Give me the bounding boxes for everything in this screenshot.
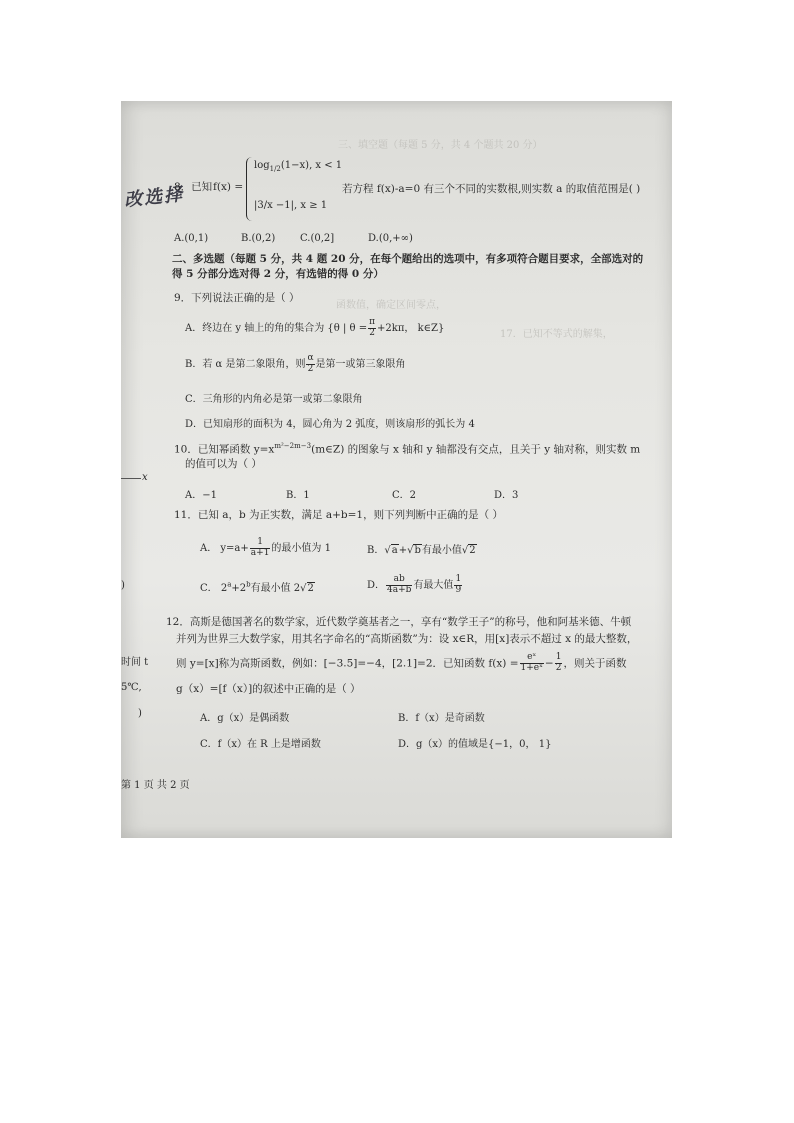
q9-stem: 9．下列说法正确的是（ ）: [174, 292, 300, 304]
q12-line-4: g（x）=[f（x）]的叙述中正确的是（ ）: [176, 683, 361, 695]
q11-option-a: A． y=a+ $\frac{1}{a+1}$ 的最小值为 1: [200, 537, 331, 558]
q11-option-b: B．√a+√b有最小值√2: [367, 545, 476, 556]
q8-option-d: D.(0,+∞): [368, 233, 413, 244]
section-2-heading: 二、多选题（每题 5 分，共 4 题 20 分，在每个题给出的选项中，有多项符合题目要求，全部选对的: [172, 253, 644, 265]
q8-stem-suffix: 若方程 f(x)-a=0 有三个不同的实数根,则实数 a 的取值范围是( ): [342, 183, 641, 195]
q12-line-2: 并列为世界三大数学家，用其名字命名的“高斯函数”为：设 x∈R，用[x]表示不超过 x 的最大整数，: [176, 633, 638, 645]
q12-option-d: D．g（x）的值域是{−1，0， 1}: [398, 739, 552, 750]
piecewise-brace: [246, 157, 253, 221]
q9-option-b: B．若 α 是第二象限角，则 $\frac{\alpha}{2}$ 是第一或第三象限角: [185, 353, 406, 374]
q10-option-d: D．3: [494, 490, 519, 501]
q8-case-2: |3/x −1|, x ≥ 1: [254, 200, 328, 211]
q9-option-c: C．三角形的内角必是第一或第二象限角: [185, 394, 363, 405]
page-footer: 第 1 页 共 2 页: [121, 780, 190, 791]
q8-case-1: $\log_{1/2}(1-x)$, x < 1: [254, 160, 343, 173]
q8-option-c: C.(0,2]: [300, 233, 335, 244]
q10-option-c: C．2: [392, 490, 417, 501]
q8-option-b: B.(0,2): [241, 233, 276, 244]
q10-option-b: B．1: [286, 490, 310, 501]
margin-time-label: 时间 t: [121, 657, 149, 668]
margin-degree-label: 5℃,: [121, 682, 142, 693]
q12-line-3: 则 y=[x]称为高斯函数，例如：[−3.5]=−4，[2.1]=2．已知函数 f(x) = $\frac{\text{eˣ}}{\text{1+eˣ}}$ − $\frac{1}{2}$ ，则关于函数: [176, 652, 627, 673]
margin-paren: ): [121, 580, 125, 591]
section-2-heading-cont: 得 5 分部分选对得 2 分，有选错的得 0 分）: [172, 268, 384, 280]
q11-stem: 11．已知 a，b 为正实数，满足 a+b=1，则下列判断中正确的是（ ）: [174, 509, 503, 521]
bleed-through-text: 三、填空题（每题 5 分，共 4 个题共 20 分）: [338, 140, 543, 151]
q10-stem-cont: 的值可以为（ ）: [185, 458, 262, 470]
margin-axis-label: x: [142, 472, 148, 483]
q12-line-1: 12．高斯是德国著名的数学家，近代数学奠基者之一，享有“数学王子”的称号，他和阿基米德、牛顿: [166, 616, 632, 628]
q10-stem: 10．已知幂函数 $y=x^{m^2-2m-3}(m\in Z)$ 的图象与 x 轴和 y 轴都没有交点，且关于 y 轴对称，则实数 m: [174, 442, 641, 456]
bleed-through-text: 函数值，确定区间零点，: [336, 300, 446, 311]
q8-prefix: 8．已知: [174, 181, 213, 193]
margin-axis-line: [121, 478, 141, 479]
q12-option-c: C．f（x）在 R 上是增函数: [200, 739, 321, 750]
bleed-through-text: 17．已知不等式的解集，: [500, 329, 613, 340]
handwritten-mark: 改选择: [123, 183, 186, 212]
q10-option-a: A．−1: [185, 490, 217, 501]
q11-option-c: C． $2^a+2^b$有最小值 2√2: [200, 580, 314, 594]
q8-function-name: f(x) =: [213, 181, 244, 193]
q11-option-d: D． $\frac{ab}{4a+b}$ 有最大值 $\frac{1}{9}$: [367, 574, 462, 595]
q12-option-a: A．g（x）是偶函数: [200, 713, 290, 724]
q9-option-d: D．已知扇形的面积为 4，圆心角为 2 弧度，则该扇形的弧长为 4: [185, 419, 475, 430]
q9-option-a: A．终边在 y 轴上的角的集合为 {θ | θ = $\frac{\pi}{2}$ +2kπ， k∈Z}: [185, 317, 445, 338]
margin-paren-2: ): [138, 708, 142, 719]
q8-option-a: A.(0,1): [174, 233, 209, 244]
q12-option-b: B．f（x）是奇函数: [398, 713, 485, 724]
